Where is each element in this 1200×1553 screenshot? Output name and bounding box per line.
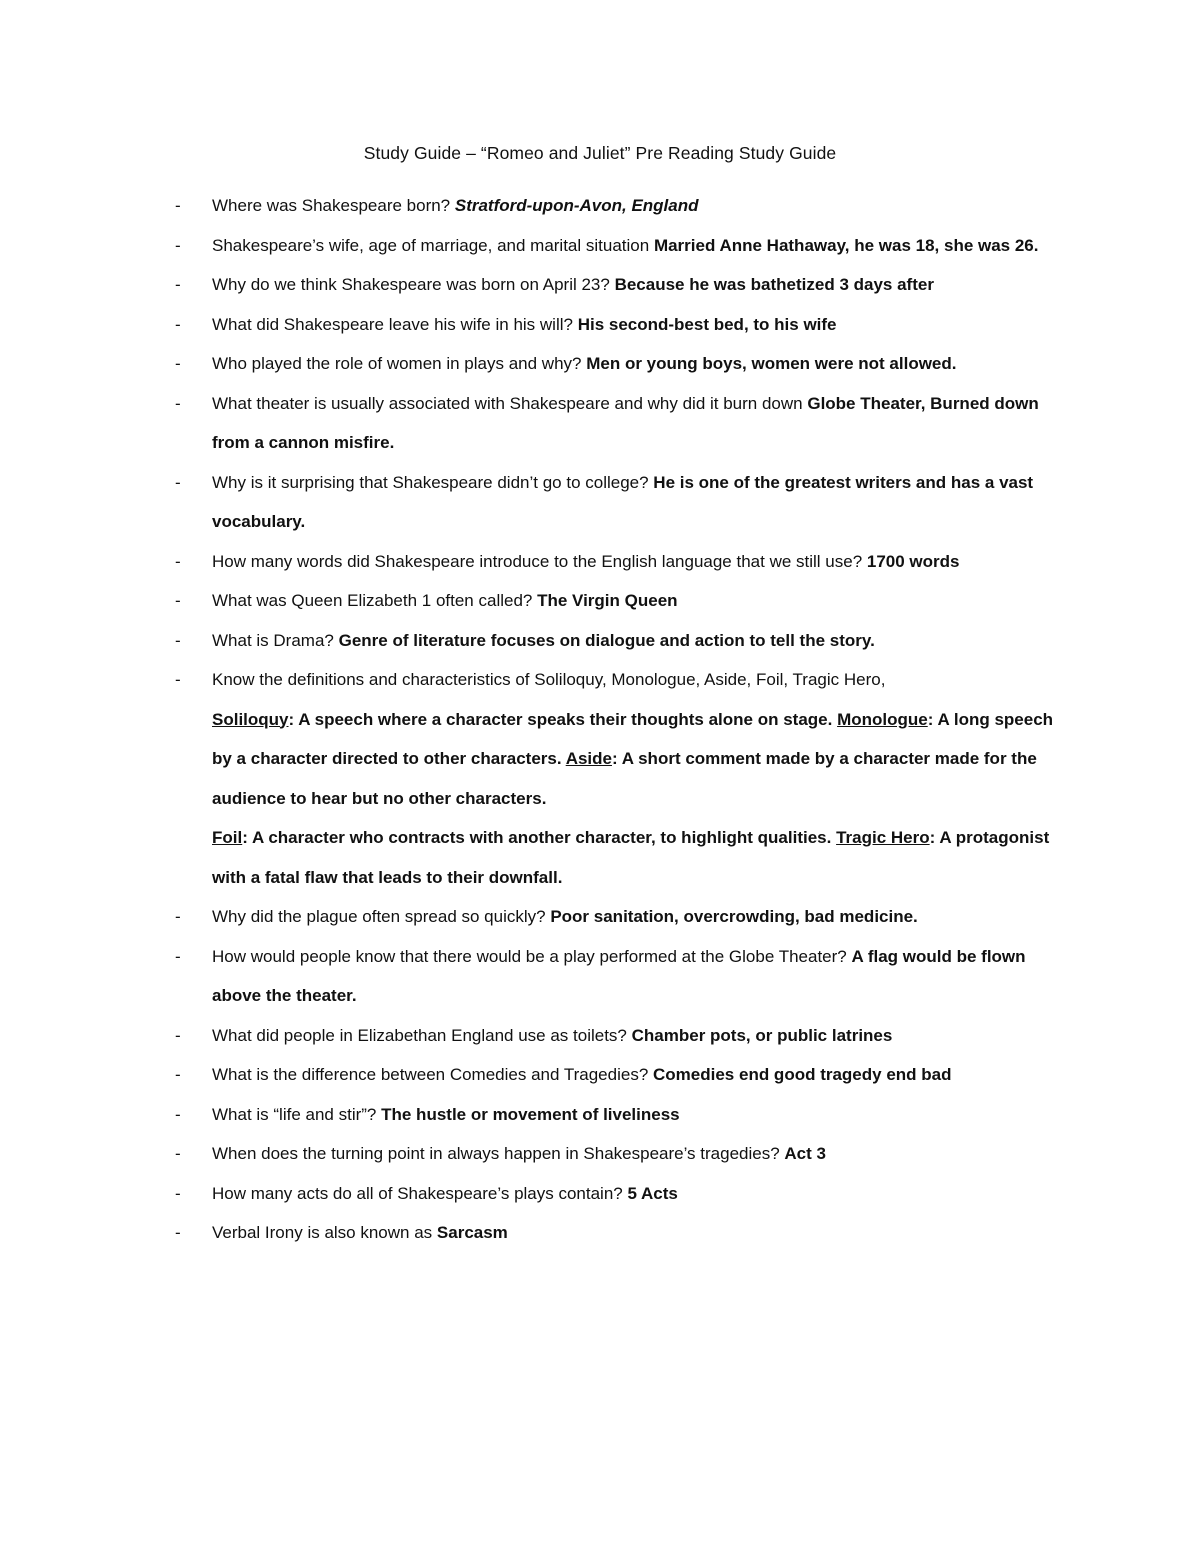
answer-text: Comedies end good tragedy end bad — [653, 1065, 952, 1084]
list-item — [175, 937, 1065, 1016]
bullet-dash: - — [175, 196, 181, 215]
definition-aside: : A short comment made by a character made for the audience to hear but no other characters. — [212, 749, 1037, 808]
answer-text: Men or young boys, women were not allowed. — [586, 354, 957, 373]
list-item — [175, 384, 1065, 463]
question-text: What was Queen Elizabeth 1 often called? — [212, 591, 538, 610]
bullet-dash: - — [175, 1025, 181, 1045]
question-text: Why did the plague often spread so quickly? — [212, 907, 551, 926]
question-text: What did Shakespeare leave his wife in his will? — [212, 314, 578, 334]
answer-text: Genre of literature focuses on dialogue and action to tell the story. — [338, 630, 875, 650]
bullet-dash: - — [175, 591, 181, 610]
question-text: What is the difference between Comedies and Tragedies? — [212, 1065, 654, 1084]
definitions-paragraph-1 — [212, 700, 1065, 819]
list-item — [175, 1095, 1065, 1135]
page-title: Study Guide – “Romeo and Juliet” Pre Reading Study Guide — [363, 143, 837, 163]
definition-tragic-hero: : A protagonist with a fatal flaw that leads to their downfall. — [212, 828, 1050, 887]
study-guide-list — [175, 186, 1065, 1253]
list-item — [175, 897, 1065, 937]
list-item — [175, 265, 1065, 305]
question-text: Why do we think Shakespeare was born on April 23? — [212, 275, 615, 294]
bullet-dash: - — [175, 551, 181, 571]
list-item — [175, 1055, 1065, 1095]
bullet-dash: - — [175, 472, 181, 492]
question-text: How many acts do all of Shakespeare’s plays contain? — [212, 1183, 628, 1203]
bullet-dash: - — [175, 946, 181, 966]
question-text: How many words did Shakespeare introduce to the English language that we still use? — [212, 551, 867, 571]
bullet-dash: - — [175, 235, 181, 255]
answer-text: His second-best bed, to his wife — [577, 314, 837, 334]
answer-text: The Virgin Queen — [537, 591, 678, 610]
question-text: Verbal Irony is also known as — [212, 1223, 437, 1242]
question-text: How would people know that there would be a play performed at the Globe Theater? — [212, 946, 852, 966]
list-item — [175, 186, 1065, 226]
list-item — [175, 305, 1065, 345]
question-text: What did people in Elizabethan England use as toilets? — [212, 1025, 632, 1045]
bullet-dash: - — [175, 354, 181, 373]
list-item — [175, 542, 1065, 582]
definitions-paragraph-2 — [212, 818, 1065, 897]
bullet-dash: - — [175, 1223, 181, 1242]
term-tragic-hero: Tragic Hero — [836, 828, 930, 847]
answer-text: Poor sanitation, overcrowding, bad medicine. — [550, 907, 918, 926]
answer-text: The hustle or movement of liveliness — [381, 1104, 680, 1124]
list-item — [175, 1213, 1065, 1253]
answer-text: A flag would be flown above the theater. — [212, 946, 1026, 1005]
bullet-dash: - — [175, 670, 181, 689]
definition-foil: : A character who contracts with another character, to highlight qualities. — [242, 828, 837, 847]
bullet-dash: - — [175, 907, 181, 926]
answer-text: 1700 words — [866, 551, 960, 571]
term-monologue: Monologue — [837, 709, 928, 729]
term-foil: Foil — [212, 828, 243, 847]
question-text: Who played the role of women in plays and why? — [212, 354, 587, 373]
question-text: What is Drama? — [212, 630, 339, 650]
list-item — [175, 1134, 1065, 1174]
bullet-dash: - — [175, 1104, 181, 1124]
question-text: When does the turning point in always happen in Shakespeare’s tragedies? — [212, 1144, 785, 1163]
definition-soliloquy: : A speech where a character speaks their thoughts alone on stage. — [288, 709, 838, 729]
answer-text: Act 3 — [784, 1144, 826, 1163]
list-item — [175, 344, 1065, 384]
list-item — [175, 621, 1065, 661]
list-item — [175, 581, 1065, 621]
bullet-dash: - — [175, 393, 181, 413]
answer-text: Sarcasm — [436, 1223, 508, 1242]
term-soliloquy: Soliloquy — [212, 709, 289, 729]
list-item — [175, 463, 1065, 542]
list-item — [175, 1016, 1065, 1056]
bullet-dash: - — [175, 275, 181, 294]
answer-text: Chamber pots, or public latrines — [631, 1025, 893, 1045]
answer-text: Married Anne Hathaway, he was 18, she was 26. — [653, 235, 1039, 255]
question-text: What is “life and stir”? — [212, 1104, 382, 1124]
term-aside: Aside — [565, 749, 612, 768]
answer-text: Stratford-upon-Avon, England — [454, 196, 699, 215]
question-text: Where was Shakespeare born? — [212, 196, 455, 215]
answer-text: Globe Theater, Burned down from a cannon misfire. — [212, 393, 1039, 452]
bullet-dash: - — [175, 1183, 181, 1203]
answer-text: 5 Acts — [627, 1183, 678, 1203]
bullet-dash: - — [175, 630, 181, 650]
question-text: Why is it surprising that Shakespeare didn’t go to college? — [212, 472, 654, 492]
definition-monologue: : A long speech by a character directed to other characters. — [212, 709, 1054, 768]
question-text: What theater is usually associated with Shakespeare and why did it burn down — [212, 393, 808, 413]
answer-text: Because he was bathetized 3 days after — [614, 275, 934, 294]
question-text: Know the definitions and characteristics of Soliloquy, Monologue, Aside, Foil, Tragic Hero, — [212, 670, 886, 689]
question-text: Shakespeare’s wife, age of marriage, and marital situation — [212, 235, 654, 255]
list-item-definitions — [175, 660, 1065, 897]
list-item — [175, 1174, 1065, 1214]
answer-text: He is one of the greatest writers and has a vast vocabulary. — [212, 472, 1034, 531]
bullet-dash: - — [175, 1065, 181, 1084]
bullet-dash: - — [175, 314, 181, 334]
list-item — [175, 226, 1065, 266]
bullet-dash: - — [175, 1144, 181, 1163]
